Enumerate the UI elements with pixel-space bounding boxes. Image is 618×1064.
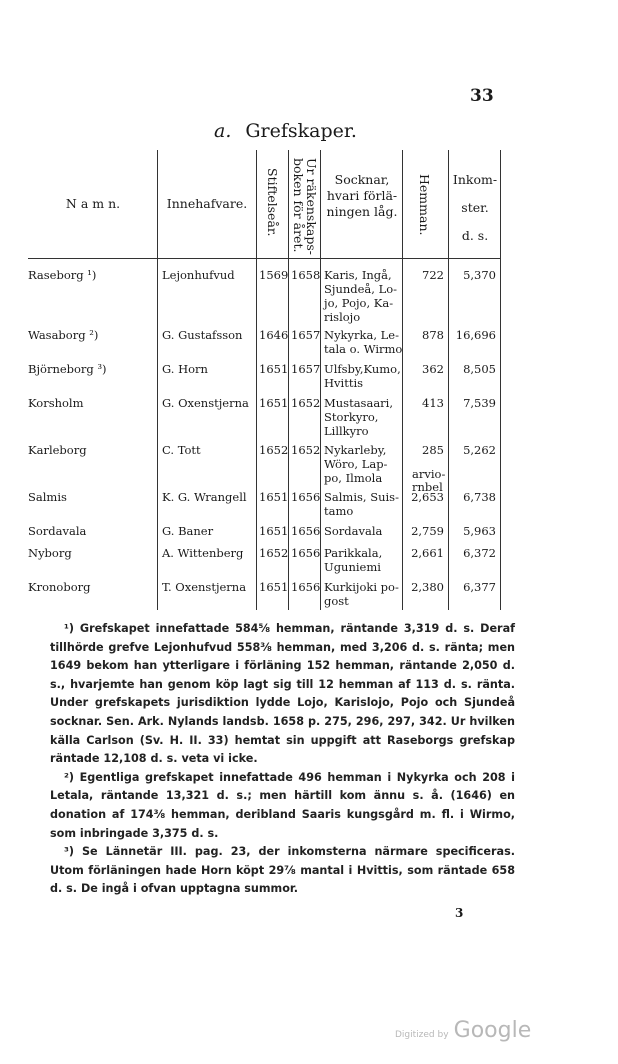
cell-inkomster: 5,262 (463, 443, 496, 457)
cell-inkomster: 6,377 (463, 580, 496, 594)
socken-line: po, Ilmola (324, 471, 383, 485)
cell-socknar (324, 490, 399, 518)
cell-innehafvare: K. G. Wrangell (162, 490, 247, 504)
cell-rakenskap: 1657 (291, 328, 321, 342)
socken-line: Wöro, Lap- (324, 457, 388, 471)
footnote-2: ²) Egentliga grefskapet innefattade 496 hemman i Nykyrka och 208 i Letala, räntande 13,321 d. s.; men härtill kom ännu s. å. (1646) en donation af 174⅜ hemman, deribland Saaris kungsgård m. fl. i Wirmo, som inbringade 3,375 d. s. (50, 770, 515, 840)
column-rule (500, 150, 501, 610)
cell-rakenskap: 1656 (291, 524, 321, 538)
cell-innehafvare: A. Wittenberg (162, 546, 244, 560)
section-heading: Grefskaper. (245, 120, 357, 142)
cell-rakenskap: 1656 (291, 546, 321, 560)
socken-line: tala o. Wirmo (324, 342, 403, 356)
socken-line: Kurkijoki po- (324, 580, 399, 594)
cell-stiftelsear: 1651 (259, 490, 289, 504)
cell-socknar (324, 396, 393, 438)
header-socknar-line: ningen låg. (326, 204, 398, 219)
cell-hemman: 878 (422, 328, 444, 342)
cell-stiftelsear: 1652 (259, 443, 289, 457)
cell-rakenskap: 1652 (291, 396, 321, 410)
socken-line: Mustasaari, (324, 396, 394, 410)
header-rule (28, 258, 500, 259)
watermark-brand: Google (453, 1018, 532, 1043)
hemman-note-line: rnbel (412, 480, 443, 494)
cell-namn: Raseborg ¹) (28, 268, 97, 282)
column-rule (157, 150, 158, 610)
socken-line: Sjundeå, Lo- (324, 282, 398, 296)
socken-line: jo, Pojo, Ka- (324, 296, 394, 310)
socken-line: Salmis, Suis- (324, 490, 399, 504)
socken-line: Ulfsby,Kumo, (324, 362, 401, 376)
cell-hemman: 2,380 (411, 580, 444, 594)
cell-namn: Nyborg (28, 546, 72, 560)
column-rule (320, 150, 321, 610)
socken-line: Lillkyro (324, 424, 369, 438)
cell-rakenskap: 1656 (291, 580, 321, 594)
grefskaper-table (28, 150, 508, 610)
cell-rakenskap: 1656 (291, 490, 321, 504)
cell-namn: Karleborg (28, 443, 87, 457)
cell-socknar (324, 524, 382, 538)
cell-stiftelsear: 1652 (259, 546, 289, 560)
column-rule (256, 150, 257, 610)
cell-namn: Korsholm (28, 396, 84, 410)
cell-innehafvare: Lejonhufvud (162, 268, 235, 282)
cell-stiftelsear: 1646 (259, 328, 289, 342)
cell-inkomster: 5,370 (463, 268, 496, 282)
cell-namn: Wasaborg ²) (28, 328, 99, 342)
cell-stiftelsear: 1651 (259, 524, 289, 538)
cell-rakenskap: 1657 (291, 362, 321, 376)
cell-stiftelsear: 1651 (259, 362, 289, 376)
header-inkomster-line: d. s. (461, 228, 489, 243)
header-innehafvare: Innehafvare. (166, 196, 248, 211)
cell-hemman: 2,759 (411, 524, 444, 538)
header-hemman: Hemman. (417, 174, 432, 236)
cell-hemman: 2,653 (411, 490, 444, 504)
header-socknar-line: hvari förlä- (326, 188, 398, 203)
cell-inkomster: 16,696 (455, 328, 496, 342)
cell-rakenskap: 1652 (291, 443, 321, 457)
socken-line: tamo (324, 504, 354, 518)
cell-innehafvare: G. Horn (162, 362, 208, 376)
socken-line: rislojo (324, 310, 361, 324)
header-rakenskap-2: boken för året. (291, 158, 306, 253)
cell-socknar (324, 443, 387, 485)
column-rule (448, 150, 449, 610)
hemman-note-line: arvio- (412, 467, 446, 481)
google-watermark (395, 1018, 531, 1043)
cell-stiftelsear: 1569 (259, 268, 289, 282)
section-title (214, 120, 357, 142)
footnote-1: ¹) Grefskapet innefattade 584⅝ hemman, räntande 3,319 d. s. Deraf tillhörde grefve Lejonhufvud 558⅜ hemman, med 3,206 d. s. ränta; men 1649 bekom han ytterligare i förläning 152 hemman, räntande 2,050 d. s., hvarjemte han genom köp lagt sig till 12 hemman af 113 d. s. ränta. Under grefskapets jurisdiktion lydde Lojo, Karislojo, Pojo och Sjundeå socknar. Sen. Ark. Nylands landsb. 1658 p. 275, 296, 297, 342. Ur hvilken källa Carlson (Sv. H. II. 33) hemtat sin uppgift att Raseborgs grefskap räntade 12,108 d. s. veta vi icke. (50, 622, 515, 766)
header-stiftelsear: Stiftelseår. (265, 168, 280, 237)
cell-inkomster: 7,539 (463, 396, 496, 410)
cell-socknar (324, 328, 402, 356)
header-inkomster (450, 166, 500, 250)
cell-socknar (324, 580, 399, 608)
socken-line: Parikkala, (324, 546, 383, 560)
cell-inkomster: 5,963 (463, 524, 496, 538)
socken-line: Sordavala (324, 524, 383, 538)
footnote-3: ³) Se Lännetär III. pag. 23, der inkomsterna närmare specificeras. Utom förläningen hade Horn köpt 29⅞ mantal i Hvittis, som räntade 658 d. s. De ingå i ofvan upptagna summor. (50, 845, 515, 896)
socken-line: Nykyrka, Le- (324, 328, 399, 342)
cell-socknar (324, 546, 382, 574)
cell-inkomster: 6,738 (463, 490, 496, 504)
cell-hemman: 362 (422, 362, 444, 376)
cell-hemman: 722 (422, 268, 444, 282)
watermark-prefix: Digitized by (395, 1030, 449, 1040)
cell-namn: Kronoborg (28, 580, 91, 594)
cell-hemman: 413 (422, 396, 444, 410)
cell-stiftelsear: 1651 (259, 580, 289, 594)
cell-innehafvare: G. Baner (162, 524, 214, 538)
header-namn: N a m n. (65, 196, 121, 211)
cell-inkomster: 6,372 (463, 546, 496, 560)
cell-innehafvare: T. Oxenstjerna (162, 580, 247, 594)
header-socknar (322, 172, 402, 220)
cell-hemman: 2,661 (411, 546, 444, 560)
column-rule (288, 150, 289, 610)
cell-innehafvare: G. Gustafsson (162, 328, 243, 342)
cell-hemman: 285 (422, 443, 444, 457)
socken-line: Storkyro, (324, 410, 379, 424)
cell-socknar (324, 268, 397, 324)
socken-line: Uguniemi (324, 560, 381, 574)
cell-stiftelsear: 1651 (259, 396, 289, 410)
header-rakenskap-1: Ur räkenskaps- (304, 158, 319, 256)
socken-line: Nykarleby, (324, 443, 387, 457)
cell-innehafvare: C. Tott (162, 443, 201, 457)
footnotes (50, 620, 515, 899)
signature-mark: 3 (455, 906, 464, 920)
cell-namn: Björneborg ³) (28, 362, 107, 376)
cell-inkomster: 8,505 (463, 362, 496, 376)
socken-line: gost (324, 594, 349, 608)
socken-line: Hvittis (324, 376, 364, 390)
cell-namn: Sordavala (28, 524, 87, 538)
section-letter: a. (214, 120, 232, 142)
cell-namn: Salmis (28, 490, 67, 504)
cell-rakenskap: 1658 (291, 268, 321, 282)
header-inkomster-line: Inkom- (452, 172, 498, 187)
page-number: 33 (470, 86, 494, 106)
cell-socknar (324, 362, 401, 390)
header-socknar-line: Socknar, (334, 172, 390, 187)
socken-line: Karis, Ingå, (324, 268, 392, 282)
column-rule (402, 150, 403, 610)
header-inkomster-line: ster. (461, 200, 489, 215)
cell-innehafvare: G. Oxenstjerna (162, 396, 249, 410)
